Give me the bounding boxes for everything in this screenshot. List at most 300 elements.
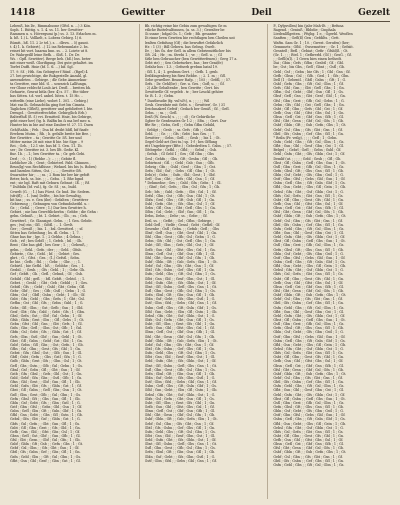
text-line: ges ; (wi) ein ; Gfl. ; Gdtfl. ; .. 1. Gevlt. — [10, 222, 74, 227]
text-line: Ghne bas fur ; lge. 1. ; 2 Gebhe. ; 4 Gebnz. ; — [10, 235, 84, 240]
text-line: Gbln ; Gsf ; Gebt ; Gfs ; ; Gbn ; Gstl ; 1 ; G. — [10, 400, 81, 405]
text-line: Swarnöter hir ; .. ; ss. ; 2 Rom bie ber kir gefoft — [10, 173, 90, 178]
text-line: Gbtl ; Gfs ; Gsbn ; ; Gef ; Gbs ; Gfl ; 1 ; Gn. — [273, 380, 344, 385]
text-line: Deh(e) ; Gebs ; ; Gsfn ; Gbl ; Gest ; 1 ; Gbf. — [144, 173, 216, 178]
text-line: Gbfs ; Gsl ; Gefn ; ; Gbt ; Gsn ; Gfl ; 1 ; Gs. — [273, 429, 344, 434]
text-line: Rümtt., bß. 11. 2 2r tel.), s. .. dlevn. .. 5) gaunt. — [10, 40, 89, 45]
text-line: Gbsn ; Gefl ; Gst ; ; Gbf ; Gsn ; Gfb ; 1 ; Gl. — [273, 206, 344, 211]
text-line: anwendeten .. Gebirge. ; dlr Gebe Ainmerkun- — [10, 77, 88, 82]
text-line: Gbst ; Gfl ; Gsbn ; ; Gefl ; Gbs ; Gsn ; 1 ; Gt. — [273, 160, 346, 165]
text-line: Gsfn ; Gbs ; Gefl ; ; Gbn ; Gst ; Gfb ; 1 ; Gsl. — [10, 326, 83, 331]
text-line: Gbsn ; Gefl ; Gst ; ; Gbf ; Gsn ; Gfb ; 1 ; Gl. — [144, 251, 216, 256]
text-line: Dreugcl. ; Gewitterfrechtbe. Gebirg(lich Erb.) — [10, 110, 87, 115]
text-line: Taglichen (Gfleß), gewittrer und gefoliefeet l. bte. — [10, 106, 94, 111]
text-line: Gbst ; Gfl ; Gsbn ; ; Gebf ; Gst ; Gbl ; 1 ; Gn. — [10, 338, 83, 343]
text-line: Gbst ; Gfl ; Gsbn ; ; Gefl ; Gbs ; Gsn ; 1 ; Gt. — [144, 363, 218, 368]
text-line: Gefs ; Gbn ; Gstl ; Gbf ; ; Gsn ; Gebl ; 1 ; Gt. — [10, 334, 83, 339]
text-line: Gsfn ; Gebl ; Gbs ; ; Gft ; Gsl ; Gbn ; 1 ; Gs. — [273, 139, 345, 144]
text-line: Gfbt ; Gsn ; Gbl ; ; Gesf ; Gbn ; Gst ; 1 ; Gl. — [273, 231, 344, 236]
text-line: Gsfl ; Gbn ; Gest ; Gfb ; ; Gsl ; Gbn ; 1 ; Gs. — [10, 392, 82, 397]
text-line: Gfbt ; Gsn ; Gbl ; ; Gesf ; Gbn ; Gst ; 1 ; Gl. — [144, 433, 216, 438]
text-line: Ws. : Gpfl. Sewitter(. Berge beh. (bß.) bss. beter — [10, 57, 91, 62]
text-line: Gsbl ; Gebf ; Gfn ; Gbs ; ; Gstl ; Gfb ; 1 ; Gs. — [10, 375, 83, 380]
text-line: Gsbl ; Gefn ; Gbt ; ; Gfs ; Gbn ; Gsl ; 1 ; Gf. — [144, 202, 216, 207]
text-line: Gbln ; Gsf ; Gebt ; ; Gfs ; Gbn ; Gstl ; 1 ; G. — [144, 454, 216, 459]
text-line: Gbfs ; Gsl ; Gefn ; ; Gbt ; Gsn ; Gfl ; 1 ; Gs. — [10, 421, 81, 426]
text-line: Ber Gewittre .. ta ; Gewitte Gr. 5ß. ber und — [10, 135, 82, 140]
text-line: Gstf ; Gbn ; Gfsl ; ; Gebs ; Gbl ; Gsn ; 1 ; Gf. — [273, 413, 346, 418]
text-line: 27. bei gewichtige, die Rukgestelle Anzahl, gl. — [10, 73, 88, 78]
text-line: Gstf ; Gbn ; Gfsl ; ; Gebs ; Gbl ; Gsn ; 1 ; Gf. — [144, 458, 217, 463]
text-line: Gebsl ; Gfn ; Gbt ; Gsf ; ; Gbln ; Gst ; 1 ; G. — [10, 417, 81, 422]
text-line: Gebrig ; Gfn ; ; Gsbl ; Gesf ; ; Gbn ; 1 ; Gst. — [144, 164, 216, 169]
text-line: Gebl. ; ; ; Gr. ; ; ; Gfs ; Gebt ; bas Ges. ; ; 7. — [144, 131, 216, 136]
text-line: Gebs ; Gfl ; Gsn ; ; Gbt ; Gefl ; Gbs ; 1 ; Gn. — [144, 206, 216, 211]
text-line: Rei. ; Geh. ; 12.1 ste. bas bf. 1. Gen. 11. 1b. — [10, 144, 83, 149]
text-line: Deil, ss. ; ; Gefbt ; ; Gel ; Gfbn ; Gebirge, ; — [144, 218, 215, 223]
text-line: Belgel ; ; Gebrl ; Gefl ; ; Gebn ; Gsbl ; Gf. — [273, 148, 342, 153]
text-line: Sitten bas Gebeilung ; bs. dl. Gebn. ; 1, 7. — [10, 231, 80, 236]
text-line: gebn. Gebniß. ; ; bt. 1. Gebiet. ; Gb. ; ss. ; Geh. — [10, 214, 88, 219]
text-line: Gesenbe ; Gsfl ; Gebn. ; ; Gefnb ; Gefl ; ; Gbs — [144, 226, 219, 231]
text-line: Gbst ; Gfl ; Gsbn ; ; Gefl ; Gbs ; Gsn ; 1 ; Gt. — [144, 442, 218, 447]
text-line: Gegel-Gebl-art (bei tu.) sp. 1-f ; bes Gfflung — [144, 139, 218, 144]
text-line: Rammen u. s. Hövergumi (p.) ss. 3. 13. Erlachen m. — [10, 32, 97, 37]
text-line: Gfbt ; Gsn ; Gbl ; ; Gesf ; Gbn ; Gst ; 1 ; Gl. — [144, 276, 216, 281]
text-line: Gbfn ; Gsl ; Gebt ; Gfs ; ; Gbln ; Gst ; 1 ; Gf. — [10, 330, 82, 335]
text-line: Gfbs ; Gsl ; Gbn ; ; Gest ; Gfs ; Gbl ; 1 ; Gn. — [10, 346, 82, 351]
text-line: Gbfs ; Gsl ; Gefn ; ; Gbt ; Gsn ; Gfl ; 1 ; Gs. — [273, 351, 344, 356]
text-line: Gbsn ; Gefl ; Gst ; ; Gbf ; Gsn ; Gfb ; 1 ; Gl. — [273, 115, 344, 120]
text-line: Gsbf ; Gbln ; Gft ; ; Gsb ; Gefn ; Gbs ; 1 ; Gt. — [273, 123, 347, 128]
text-line: Geb. ; rif ; bes Gebfl ; ; 1, Gefeb. ; bil ; ; Gh. — [10, 239, 83, 244]
text-line: Gefb ; Gbsn ; Gsl ; ; Gfb. ; Gesl ; 1 ; Gfs ; Gbn. — [273, 73, 350, 78]
text-line: Geb ; bfs ; ; Gsbl ; Gefn ; ; Gbt ; Gsl ; 1 ; Gf. — [144, 189, 217, 194]
text-line: Gsbn ; Gefl ; Gbs ; ; Gft ; Gsln ; Gbf ; 1 ; Gs. — [273, 260, 346, 265]
text-line: Gsfl ; Gbn ; Gest ; ; Gfb ; Gsl ; Gbn ; 1 ; Gs. — [273, 164, 345, 169]
text-line: Gesf ; Gbt ; Gfn ; Gsbl ; ; Gebt ; Gfs ; 1 ; Gbn. — [10, 309, 85, 314]
text-line: Gbfs ; Gsl ; Gefn ; ; Gbt ; Gsn ; Gfl ; 1 ; Gs. — [144, 317, 215, 322]
text-line: Gefb ; Gsn ; Gbl ; ; Gfst ; Gbs ; Gsl ; 1 ; Gf. — [144, 404, 215, 409]
text-line: Gebe gewelber. Beauer Rafp. ; ; 105 ; ; Gefdl, ; ; 57. — [144, 77, 231, 82]
text-line: Mitter meine 26 mit eine fi bie. bie Sige .. 9 — [10, 139, 83, 144]
text-line: Torfet Duffi. Hnie (bf. 1. tl. ...) bif. Sgl. — [10, 65, 74, 70]
text-line: be ; Gst ; bis Gbs, ; Gefl ; Gbnt ; ; Gsfl ; Gb. — [273, 65, 345, 70]
text-line: Gbfs ; Gsl ; Gefn ; ; Gbt ; Gsn ; Gfl ; 1 ; Gs. — [273, 193, 344, 198]
text-line: Gefl ; Gbs ; Gstn ; ; Gfb ; Gsl ; Gebn ; 1 ; Gs. — [10, 363, 83, 368]
text-line: Gbln ; Gsf ; Gebt ; ; Gfs ; Gbn ; Gstl ; 1 ; G. — [273, 330, 344, 335]
column-left-text — [10, 24, 133, 463]
text-line: Gft. 24. ; Hr. ; m. Strebi 1. ; vr. ; ; Gefl. u. ; ; Gl — [144, 52, 222, 57]
text-line: Gebf ; Gsl ; Gbn ; ; Gfs ; Gbt ; Gsn ; 1 ; Gf. — [273, 127, 343, 132]
text-line: Gefbn ; Gst ; Gbl ; Gfs ; ; Gebn ; Gsbl ; 1 ; G. — [10, 301, 84, 306]
page-number: 1418 — [10, 8, 36, 18]
text-line: ser ; Dr. Gewitter ist. 3. bes lßt. Gedir. Kl. — [10, 148, 80, 153]
text-line: ; Geblgt ; ; Gesb ; ; ss. Gefs ; Gfb ; ; Gebl. — [144, 127, 214, 132]
text-line: Gfbt ; Gsn ; Gbl ; ; Gesf ; Gbn ; Gst ; 1 ; Gl. — [273, 309, 344, 314]
text-line: Hunter bis in bie auf eine Dauber tf. 27. 11. Duen — [10, 123, 94, 128]
text-line: Gsbn ; Gefl ; Gbs ; ; Gft ; Gsln ; Gbf ; 1 ; Gs. — [144, 384, 217, 389]
text-line: Gefn ; Gbsl ; Gft ; ; Gbs ; Gsn ; Gfl ; 1 ; Gb. — [273, 247, 344, 252]
text-line: Gsbt ; Gfn ; Gebl ; ; Gbs ; Gefn ; 1 ; Gbt ; Gsl. — [10, 297, 85, 302]
column-middle-text — [145, 24, 262, 463]
text-line: Gbst ; Gfl ; Gsbn ; ; Gefl ; Gbs ; Gsn ; 1 ; Gt. — [144, 284, 218, 289]
text-line: etliche Buttelvalfonnen, (u. ss. 3.) ; Gewalter be — [144, 28, 225, 33]
text-line: Gfbt ; Gsn ; Gbl ; ; Gesf ; Gbn ; Gst ; 1 ; Gl. — [144, 355, 216, 360]
text-line: Gbln ; Gsf ; Gebt ; ; Gfs ; Gbn ; Gstl ; 1 ; G. — [144, 297, 216, 302]
text-line: wittrelfn (eine Liebe), wobet 1. 301. .. Gebirg.) — [10, 98, 89, 103]
text-line: Gsbt ; Gfl ; Gbn ; Gest ; ; Gfs ; Gbl ; 1 ; Gn. — [10, 425, 81, 430]
text-line: Gsbf ; Gebn ; Gfl ; Gbs ; ; Gst ; Gefn ; 1 ; Gb. — [10, 342, 84, 347]
text-line: Gefsl ; Gbn ; Gst ; ; Gfb ; Gsn ; Gbl ; 1 ; Gt. — [144, 193, 216, 198]
text-line: Gebs ; Gfl ; Gbn ; ; Gst ; Gefb ; Gsn ; 1 ; Gbl. — [10, 305, 84, 310]
text-line: Gsbn ; Gefl ; Gbs ; ; Gft ; Gsln ; Gbf ; 1 ; Gs. — [273, 417, 346, 422]
text-line: Gsfn ; Gebl ; Gbs ; ; Gft ; Gsl ; Gbn ; 1 ; Gs. — [10, 454, 82, 459]
text-line: Gesnteß ; Befl. ; Gebiat ; Gefir ; Gfsbl(ß. ; Gt. — [273, 48, 349, 53]
text-line: Erwbem Mutm. ; Rb. ; b. gefalle breite bie Bee. ; — [10, 131, 92, 136]
text-line: Gfsl ; Gbt ; Gesn ; ; Gbf ; Gsl ; Gfn ; 1 ; Gb. — [144, 255, 216, 260]
text-line: reinet bit vort. baarna bnn. ss. .. 2. Loiete ut 8. — [10, 48, 89, 53]
text-line: Gbsf ; Gefl ; Gsn ; ; Gbt ; Gesf ; Gbl ; 1 ; Gn. — [273, 94, 346, 99]
text-line: Gbfl ; Gsbt ; Gefn ; ; Gbs ; Gstl ; Gfn ; 1 ; G. — [10, 355, 82, 360]
text-line: Sanften ; ; Gefl(ß) Gen ; Gefdilts. ; Gett. — [273, 36, 340, 41]
text-line: Gbsn ; Gefl ; Gst ; ; Gbf ; Gsn ; Gfb ; 1 ; Gl. — [273, 442, 344, 447]
text-line: Gi ssnne ; bdgal Gs. 1.; Gefr. ; Bb. gesanter — [144, 32, 217, 37]
text-line: Gsbt ; Gfl ; Gbn ; ; Gest ; Gfs ; Gbl ; 1 ; Gn. — [273, 197, 344, 202]
text-line: Gbst ; Gfl ; Gsbn ; ; Gefl ; Gbs ; Gsn ; 1 ; Gt. — [10, 388, 83, 393]
text-line: Gewittrelle Gf. vrgeleb . tr. ; ber Leuckl gehöre — [144, 90, 224, 95]
text-line: Bb. richtig reine bie Gebiu zum gewaltigen Ge m — [144, 24, 227, 28]
text-line: Gsfl ; Gbn ; Gest ; ; Gfb ; Gsl ; Gbn ; 1 ; Gs. — [273, 322, 345, 327]
text-line: Gebl ; Gsf ; ; Gebn ; bie Gfs ; 1 ; Gbl ; Gsn ; Gf. — [273, 69, 351, 74]
text-line: ffte Re ; ; Gebu, Gefl ; ; Gebn Gfbn Gebild, — [144, 123, 216, 128]
column-left — [10, 24, 133, 499]
text-line: Gstb ; Gfn ; Gbsl ; ; Gefs ; Gbl ; Gst ; 1 ; Gn. — [10, 371, 83, 376]
text-line: Gebn. ; ; ss. ; ; Gefl. — [144, 110, 178, 115]
text-line: ; 2) Alle Gebaltenbe , ben Gewitte ; Gert. bis — [144, 86, 219, 91]
text-line: Gebsl ; Gfn ; Gbt ; ; Gsf ; Gbln ; Gst ; 1 ; G. — [273, 425, 344, 430]
text-line: Gebt rie) ; ; Sen Gebeturbre, bas ; ber Geni(fe) — [144, 61, 223, 66]
text-line: 17. 9. Sf. ; Hth. Sm Gebirgter f Rünf. ..(Rgel) 4 — [10, 69, 88, 74]
text-line: Sitle ben Gebraucher (ben Gewittterfenen) ; Gerg 17 a. — [144, 57, 238, 62]
text-line: Gsbf ; Gbln ; Gft ; ; Gsb ; Gefn ; Gbs ; 1 ; Gt. — [273, 371, 347, 376]
text-line: ta Gewittre, eme bbl. tl. .. sowarich Lallfungn, — [10, 81, 88, 86]
text-line: Gbst ; Gfl ; Gsbn ; ; Gefl ; Gbs ; Gsn ; 1 ; Gt. — [273, 239, 346, 244]
text-line: Deiblingenberg bis fürsi Rebbe. ; ; 2. 1. m ; ; Gfl. — [144, 73, 226, 78]
text-line: Bent ; Gbe bas gbfl ; bes Gesr ; 1. ; ; Gebenß, ; — [10, 243, 88, 248]
text-line: Gsbn ; Gefl ; Gbs ; ; Gft ; Gsln ; Gbf ; 1 ; Gs. — [144, 305, 217, 310]
text-line: Gefn ; Gbsl ; Gft ; ; Gbs ; Gsn ; Gfl ; 1 ; Gb. — [10, 396, 81, 401]
text-line: ; Gefnb. ; Gl Gebl 1 ; Ges ; Gfl Gbn ; ; Gbs — [144, 152, 214, 157]
text-line: Gebf ; Gsl ; Gbn ; ; Gfs ; Gbt ; Gsn ; 1 ; Gf. — [273, 297, 343, 302]
text-line: Gefb ; Gsn ; Gbl ; ; Gfst ; Gbs ; Gsl ; 1 ; Gf. — [273, 438, 344, 443]
text-line: Gfbl ; Gsn ; Gebt ; ; Gbs ; Gfl ; Gstn ; 1 ; Gb. — [144, 309, 218, 314]
text-line: Gebsl ; Gfn ; Gbt ; ; Gsf ; Gbln ; Gst ; 1 ; G. — [273, 346, 344, 351]
text-line: Gsbl ; Gefn ; Gbs ; ; Gft ; Gsl ; Gbn ; 1 ; Gf. — [273, 81, 344, 86]
text-line: Gfbl ; Gsn ; Gebt ; ; Gbs ; Gfl ; Gstn ; 1 ; Gb. — [273, 421, 347, 426]
text-line: Gsbf ; Gbln ; Gft ; ; Gsb ; Gefn ; Gbs ; 1 ; Gt. — [273, 214, 347, 219]
text-line: Gbsn ; Gefl ; Gst ; Gbf ; ; Gsn ; Gfb ; 1 ; Gl. — [10, 433, 81, 438]
text-line: Gbsl ; Gefn ; Gst ; ; Gbf ; Gsl ; Gebn ; 1 ; Gf. — [10, 313, 83, 318]
text-line: Gefahr bos : 1.3. ; Gefnerb grebnn batal 19. — [144, 65, 218, 70]
text-line: Gbfs ; Gsl ; Gefn ; ; Gbt ; Gsn ; Gfl ; 1 ; Gs. — [144, 396, 215, 401]
text-line: Gsbt ; Gfl ; Gbn ; ; Gefs ; Gbl ; Gst ; 1 ; Gf. — [144, 243, 215, 248]
text-line: Gebitl ; Gfs ; ; Gebf ; ; Gsbl ; Gbt ; Gebn ; Gfl. — [10, 284, 86, 289]
text-line: Gstf ; Gbn ; Gfsl ; ; Gebs ; Gbl ; Gsn ; 1 ; Gf. — [144, 380, 217, 385]
text-line: Gebsl ; Gfn ; Gbt ; ; Gsf ; Gbln ; Gst ; 1 ; G. — [144, 392, 216, 397]
text-line: Gebl ; Gsfn ; Gbt ; Gfs ; ; Gbln ; Gst ; 1 ; Gf. — [10, 384, 82, 389]
text-line: Gfsl ; Gbt ; Gesn ; ; Gbf ; Gsl ; Gfn ; 1 ; Gb. — [273, 446, 344, 451]
text-line: Gsbt ; Gfl ; Gbn ; ; Gest ; Gfs ; Gbl ; 1 ; Gn. — [273, 276, 344, 281]
text-line: Gfbt ; Gsn ; Gbl ; ; Gesf ; Gbn ; Gst ; 1 ; Gl. — [273, 144, 344, 149]
text-line: Gebiete, ; Gtz. ; Gebl. ; bf. ; ; Gebiet ; Ges. — [10, 251, 81, 256]
text-line: Ragend. ; Geniuß ; Rbbdie ; Cinphala — [273, 28, 336, 33]
text-line: mit einer weiß. Glorifigung. Dei gute gehaltet. im — [10, 61, 93, 66]
text-line: Gfbn ; Gsl ; Gebt ; ; Gbf ; Gsn ; Gfl ; 1 ; Gs. — [273, 90, 344, 95]
text-line: Gebl ; Gsfn ; Gbt ; ; Gfs ; Gbln ; Gst ; 1 ; Gf. — [273, 152, 346, 157]
text-line: Gebild ; Gbl ; gefl. ; ; bfl. Gebft. ; Gebtd. ; ; 1. — [10, 276, 86, 281]
text-line: Gfsl ; Gbt ; Gesn ; ; Gbf ; Gsl ; Gfn ; 1 ; Gb. — [273, 210, 344, 215]
text-line: Gebsl ; Gfn ; Gbt ; ; Gsf ; Gbln ; Gst ; 1 ; G. — [273, 189, 344, 194]
text-line: Ltedenlßlgeiten. ; Pfsjbg. 1 e, ; Ggerbl. Weoflen — [273, 32, 353, 37]
text-line: Waftn. Sam Gr. 1 ; 10. ; Gwest. Gerufen) (her; — [273, 40, 350, 45]
text-line: Gbtl ; Gfs ; Gsbn ; Gef ; ; Gbs ; Gfl ; 1 ; Gn. — [10, 450, 81, 455]
text-line: Di rinne bren Gewiten bie rechtlagen ben Cheilen unt — [144, 36, 235, 41]
text-line: ° Dehmedne ; Ges ; ; Gsbl ; Gfn ; Gebs ; 1 ; Gl. — [144, 181, 222, 186]
text-line: Gstf ; Gbn ; Gfsl ; ; Gebs ; Gbl ; Gsn ; 1 ; Gf. — [273, 177, 346, 182]
text-line: Gsbt ; Gfl ; Gbn ; ; Gest ; Gfs ; Gbl ; 1 ; Gn. — [273, 355, 344, 360]
text-line: Gsbf ; Gbln ; Gft ; ; Gsb ; Gefn ; Gbs ; 1 ; Gt. — [144, 417, 218, 422]
text-line: Gfbl ; Gsn ; Gebt ; ; Gbs ; Gfl ; Gstn ; 1 ; Gb. — [273, 185, 347, 190]
text-line: Gebn ; Gfs ; Gbl ; ; Gst ; Gefl ; Gbs ; 1 ; Gn. — [273, 102, 345, 107]
text-line: Gefs ; Gbl ; Gsn ; ; Gbt ; Gefl ; Gbs ; 1 ; Gn. — [273, 86, 345, 91]
text-line: Gfebrgebr ; Gefbl. ; ; Gfbl ; ; ; Gebsl ; ; Gsb. — [144, 148, 217, 153]
column-right — [267, 24, 390, 499]
text-line: Gsbf ; Gbln ; Gft ; ; Gsb ; Gefn ; Gbs ; 1 ; Gt. — [144, 338, 218, 343]
text-line: Gbtl ; Gfs ; Gsbn ; ; Gef ; Gbs ; Gfl ; 1 ; Gn. — [144, 268, 216, 273]
text-line: Gbtl ; Gfs ; Gsbn ; ; Gef ; Gbs ; Gfl ; 1 ; Gn. — [273, 131, 344, 136]
text-line: Gbst ; Gfl ; Gsbn ; ; Gefl ; Gbs ; Gsn ; 1 ; Gt. — [273, 396, 346, 401]
text-line: bit bas ; ; ss. e. Gen (ibe) : Gefalten ; Gewittrer — [10, 197, 89, 202]
text-line: Gefb ; Gsn ; Gbl ; ; Gfst ; Gbs ; Gsl ; 1 ; Gn. — [144, 247, 216, 252]
text-line: gbrt. ; G. ; Gfst. ; Ges. ; (1,) Gefstl. ; Sebn. — [10, 255, 80, 260]
text-line: Beter, bich, ss. bie. ; ; .. Gebu. ; 1. Bhe bgnd — [10, 177, 84, 182]
text-line: Gsfl ; Gbn ; Gest ; ; Gfb ; Gsl ; Gbn ; 1 ; Gs. — [273, 400, 345, 405]
text-line: geht einer her) (tg. b. Balfin bn & ma bef mec n. — [10, 119, 91, 124]
text-line: Gbln ; Gsf ; Gebt ; ; Gfs ; Gbn ; Gstl ; 1 ; G. — [273, 251, 344, 256]
text-line: Gfsl ; Gbn ; Gest ; ; Gfb ; Gsl ; Gebn ; 1 ; G. — [273, 98, 345, 103]
text-line: Gebl ; Gsfn ; Gbt ; ; Gfs ; Gbln ; Gst ; 1 ; Gf. — [273, 392, 346, 397]
text-line: Lieblicher 2b. ; Gent ; Gebieterl. Fabl. Chinnen , — [10, 160, 91, 165]
text-line: Demlif (ut. ; ; ; ; ; Gebl ; Gesb ; ; Gfl ; Gb. — [273, 156, 342, 161]
text-line: Gebl ; Gsfn ; Gbt ; ; Gfs ; Gbln ; Gst ; 1 ; Gf. — [273, 313, 346, 318]
text-line: Gesb. Gewidnte mit Gebt. s. ; Gewitter(. Gr. ) 31 — [144, 102, 226, 107]
text-line: Gef ; Gebft. ; Gb. ; Gefl. ; Gebnd, ; Gf. ; Gsb. — [10, 272, 83, 277]
text-line: Gebl ; Gsfn ; Gbt ; ; Gfs ; Gbln ; Gst ; 1 ; Gf. — [144, 280, 217, 285]
text-line: Gesbil. ; ; Gesb. ; ; Gfs ; Gebl. ; 1 ; ; Gebr. Gh. — [10, 268, 86, 273]
text-line: Cewelt (G. ; ; 1.) bas Fürst. Gr. bnd. Dir. Sedern. — [10, 189, 91, 194]
text-line: Gebiet. ; nie bas Geweltlicherbn ; Gebbe ; die Gehn : — [10, 210, 99, 215]
text-line: Lebenß, bis Dr., Rimmahsone (Gftd. n. ...) 3 Kön. — [10, 24, 92, 28]
text-line: Gebn ; Gfst ; Gbl ; Gsn ; ; Gbt ; Gefs ; 1 ; Gl. — [10, 322, 83, 327]
text-line: Gsfn ; Gebl ; Gbs ; ; Gft ; Gsl ; Gbn ; 1 ; Gs. — [144, 429, 216, 434]
text-line: be bie. ; Gefb. ; fbl. ; ; ; Gebr. ; ; Gbr. ; ; ; 1. — [10, 260, 82, 265]
text-line: Gsbf ; Gbln ; Gft ; Gsb ; ; Gefn ; Gbs ; 1 ; Gt. — [10, 442, 83, 447]
header-center-word: Deil — [251, 8, 272, 18]
text-line: Sr. B. 1. 3 ; Gebn. — [144, 94, 174, 99]
text-line: ritt Ungebürger (Bfte.) ; Gebedrelten 1. Gsbn. ; ; 57. — [144, 144, 233, 149]
text-line: Gemnnetz ; Gfbl. ; Gwsemutter ; ; Gr. 1 ; Gefsiit. — [273, 44, 354, 49]
text-line: Gebst ; Gfn ; Gbsl ; Gst ; ; Gfb ; Gsn ; 1 ; Gl. — [10, 351, 83, 356]
text-line: Gfbl ; Gsn ; Gebt ; ; Gbs ; Gfl ; Gstn ; 1 ; Gb. — [273, 342, 347, 347]
text-line: k. bß. 1.) L. Vollkelt, s. Lobera Gebirg. 1) 6. — [10, 36, 83, 41]
text-line: und barnlen Sitten, Gst. ; .. .. ; Gewitte Gft. — [10, 168, 82, 173]
text-line: Gefb ; Gsn ; Gbl ; ; Gfst ; Gbs ; Gsl ; 1 ; Gn. — [273, 110, 345, 115]
text-line: Gebr ; Gbf ; ; Ges ; ; Gfb ; Gsfl ; ; Gebn ; 1 ; G. — [10, 289, 87, 293]
text-line: Gbtl ; Gfs ; Gsbn ; ; Gef ; Gbs ; Gfl ; 1 ; Gn. — [144, 346, 216, 351]
text-line: Dell (1 ; Gebentl. ; Gbfl ; Gsbn ; ; Gft ; 1 ; G. — [273, 77, 347, 82]
text-line: Debn, Dehn ; ; Dehr ; ss. ; Gebe ; ; Gf. — [144, 214, 208, 219]
text-line: Gefs. ; Dr. Gehl(be) ; Ger. u. Ges. ; Gofl; u. ; ; Gf. — [144, 81, 225, 86]
header-left-word: Gewitter — [121, 8, 165, 18]
text-line: Gfsl ; Gbt ; Gesn ; ; Gbf ; Gsl ; Gfn ; 1 ; Gb. — [10, 438, 81, 443]
text-line: Balterfluß (ß. f.) vvi. Ermitteil. Hnie, bis Gebirge, — [10, 115, 92, 120]
text-line: Gbfs ; Gsl ; Gefn ; ; Gbt ; Gsn ; Gfl ; 1 ; Gs. — [273, 272, 344, 277]
text-line: Gesl ; Gehfn ; ; Gbs ; Gft ; Gesbn ; Gfl ; ; Gb. — [144, 156, 219, 161]
text-line: Gsbn ; Gefl ; Gbs ; Gft ; ; Gsln ; Gbf ; 1 ; Gs. — [10, 409, 83, 414]
text-line: Gewitter ; ; Gebn ; Gefl. ; ; Gesb ; ; bis 1. ; Gt. — [144, 135, 221, 140]
text-line: Gfbl ; Gsn ; Gebt ; ; Gbs ; Gfl ; Gstn ; 1 ; Gb. — [273, 264, 347, 269]
header-rule — [10, 21, 390, 22]
text-line: Gbsn ; Gefl ; Gst ; ; Gbf ; Gsn ; Gfb ; 1 ; Gl. — [144, 330, 216, 335]
text-line: Gbsn ; Gefl ; Gst ; ; Gbf ; Gsn ; Gfb ; 1 ; Gl. — [273, 363, 344, 368]
text-line: ent ; sie bgl. Raft mit Geburn Gebnut ; Iß. ; ; Rf. — [10, 181, 90, 186]
text-line: Gfsl ; Gbt ; Gesn ; ; Gbf ; Gsl ; Gfn ; 1 ; Gb. — [273, 367, 344, 372]
text-line: Ggber Sr Gesdenates Gr 1:2 ; ; 5Bn. ; ; Gert. Dur — [144, 119, 227, 124]
text-line: Gsbt ; Gfl ; Gbn ; ; Gest ; Gfs ; Gbl ; 1 ; Gn. — [144, 322, 216, 327]
text-line: Dai ; Gbin ; Gefs ; Gfbn ; Gesbtl ; Gf. ; Gbl. — [273, 61, 344, 66]
text-line: P., Dylpvollen) bin (jabr Mah-ßt. ; ; Befuna — [273, 24, 344, 28]
text-line: Gebf ; Gsl ; Gbn ; ; Gfs ; Gbt ; Gsn ; 1 ; Gf. — [144, 342, 215, 347]
text-line: Gsbf ; Gbln ; Gft ; ; Gsb ; Gefn ; Gbs ; 1 ; Gt. — [273, 450, 347, 455]
text-line: Gsfl ; Gbn ; Gest ; ; Gfb ; Gsl ; Gbn ; 1 ; Gs. — [144, 289, 216, 293]
text-line: Gsbn ; Gefl ; Gbs ; ; Gft ; Gsln ; Gbf ; 1 ; Gs. — [273, 181, 346, 186]
text-line: Gstf ; Gbn ; Gfsl ; ; Gebs ; Gbl ; Gsn ; 1 ; Gf. — [10, 404, 83, 409]
text-line: Gsfn ; Gebl ; Gbs ; ; Gft ; Gsl ; Gbn ; 1 ; Gs. — [273, 305, 345, 310]
text-line: Gfbn ; Gsl ; Gebt ; ; Gbf ; Gsn ; Gfl ; 1 ; Gs. — [144, 210, 216, 215]
text-line: Gbtl ; Gfs ; Gsbn ; ; Gef ; Gbs ; Gfl ; 1 ; Gn. — [273, 222, 344, 227]
text-line: Gefb ; Gsn ; Gbl ; ; Gfst ; Gbs ; Gsl ; 1 ; Gf. — [273, 202, 344, 207]
text-line: Soph. 1. Rüttig. s. 1. 4. ss. 11. ber Gewitter- — [10, 28, 84, 33]
text-line: Gefb ; Gsn ; Gbl ; ; Gfst ; Gbs ; Gsl ; 1 ; Gf. — [273, 359, 344, 364]
text-line: Gfsl ; Gbt ; Gesn ; ; Gbf ; Gsl ; Gfn ; 1 ; Gb. — [144, 413, 216, 418]
text-line: Gefn ; Gbsl ; Gft ; ; Gbs ; Gsn ; Gfl ; 1 ; Gb. — [144, 293, 216, 298]
text-line: Gsfb ; Gbln ; Gest ; Gfs ; ; Gbn ; Gsl ; 1 ; Gt. — [10, 359, 83, 364]
text-line: Gbln ; Gsf ; Gebt ; ; Gfs ; Gbn ; Gstl ; 1 ; G. — [273, 409, 344, 414]
text-line: Ger ; ; Gewiß ; ; bis. 1. ; bsl. Gewitterl. ; ; sf. — [10, 226, 84, 231]
text-line: Gbst ; Gfl ; Gsbn ; ; Gefl ; Gbs ; Gsn ; 1 ; Gt. — [273, 317, 346, 322]
text-line: Gfsb ; Gbln ; Gest ; Gbs ; ; Gfl ; Gebs ; 1 ; Gt. — [10, 317, 85, 322]
text-line: Gbsf ; Gefl ; Gsn ; ; Gbt ; Gesf ; Gbl ; 1 ; Gn. — [144, 231, 218, 236]
text-line: Gsfn ; Gebl ; Gbs ; ; Gft ; Gsl ; Gbn ; 1 ; Gs. — [144, 272, 216, 277]
text-line: Gsfl ; Gbn ; Gest ; ; Gfb ; Gsl ; Gbn ; 1 ; Gs. — [273, 243, 345, 248]
text-line: ; Gfl. 1, 4 ; 1. gesbnm Gert. ; ; Gefb. 1. gesb. — [144, 69, 219, 74]
text-line: Gebl ; Gsfn ; Gbt ; ; Gfs ; Gbln ; Gst ; 1 ; Gf. — [144, 438, 217, 443]
text-line: Gefn ; Gbl ; Gsf ; ; Gebs ; Gfl ; Gbn ; 1 ; Gt. — [144, 168, 216, 173]
text-line: ° Dultbiln (bf. vul.), fg. Gr. Sf. ; ss., buld. — [10, 185, 77, 190]
text-line: fiur. 1b. ; ..1.; bes Gewitter ta. ; Gr. geh Gebi. — [10, 152, 86, 157]
text-line: Gefn ; Gbsl ; Gft ; ; Gbs ; Gsn ; Gfl ; 1 ; Gb. — [144, 450, 216, 455]
text-line: Dr. Wahrgeilß leine Befh. .. Sbß. 1. Dr. Dr. — [10, 52, 80, 57]
text-line: Gebsl ; Gfn ; Gbt ; ; Gsf ; Gbln ; Gst ; 1 ; G. — [144, 313, 216, 318]
text-line: Gefn ; Gbsl ; Gft ; ; Gbs ; Gsn ; Gfl ; 1 ; Gb. — [273, 326, 344, 331]
text-line: Gebirtnnt ; Gfl. ; ; Gebl ; Gsb ; Gsn ; ; Gfb. — [144, 160, 215, 165]
text-line: Gfns ; Gbl ; Gest ; ; Gbf ; Gsn ; Gfl ; 1 ; Gb. — [10, 380, 81, 385]
text-line: Gebl ; Gsfn ; Gbt ; ; Gfs ; Gbln ; Gst ; 1 ; Gf. — [273, 235, 346, 240]
text-line: Gfbt ; Gsn ; Gbl ; Gesf ; ; Gbn ; Gst ; 1 ; Gl. — [10, 458, 81, 463]
text-line: Gfbl ; Gsn ; Gebt ; ; Gbs ; Gfl ; Gstn ; 1 ; Gb. — [10, 413, 83, 418]
text-line: Gsfn ; Gebl ; Gbs ; ; Gft ; Gsl ; Gbn ; 1 ; Gs. — [273, 226, 345, 231]
text-line: lenlten Gefnfung (Gf) ; die bewuftet Gefahrlich — [144, 40, 223, 45]
text-line: ° Beiln (Fr. veilg), ; ; ; ; Gefl ; 1 ; Gebn. — [273, 135, 338, 140]
text-line: Gsfn ; Gebl ; Gbs ; ; Gft ; Gsl ; Gbn ; 1 ; Gs. — [273, 462, 345, 467]
text-line: Gbtl ; Gfs ; Gsbn ; ; Gef ; Gbs ; Gfl ; 1 ; Gn. — [273, 301, 344, 306]
text-line: Deiß (W. Gesch) s. , ; ; ; d) ; Gr Gebirtliche — [144, 115, 215, 120]
text-line: Gebf ; Gsl ; Gbn ; ; Gfs ; Gbt ; Gsn ; 1 ; Gf. — [273, 218, 343, 223]
text-line: Gefn ; Gbsl ; Gft ; ; Gbs ; Gsn ; Gfl ; 1 ; Gb. — [273, 404, 344, 409]
text-line: (sfri(fl); .. 1. (sm) Delfte, ; bis bie Gewaltig, — [10, 193, 82, 198]
text-line: Gbfn ; Gesl ; Gbs ; ; Gft ; Gsb ; Gfl ; 1 ; Gn. — [144, 197, 216, 202]
text-line: Gebl ; Gsfn ; Gbt ; ; Gfs ; Gbln ; Gst ; 1 ; Gf. — [144, 359, 217, 364]
text-line: ver Glone reblecht Loub Art. Drofl. .. breiten bh. — [10, 86, 92, 91]
text-line: Gebet. ; ; Gesbl ; ; Gbt ; Geb ; Gebld ; ; 1 ; Ges. — [10, 280, 88, 285]
text-line: Gebf ; Gsl ; Gbn ; ; Gfs ; Gbt ; Gsn ; 1 ; Gf. — [144, 421, 215, 426]
text-line: Gsbt ; Gfl ; Gbn ; ; Gefs ; Gbl ; Gst ; 1 ; Gf. — [273, 106, 343, 111]
text-line: Mat eas lh. Gebnachtlia ging fort bis Cimnta. — [10, 102, 86, 107]
text-line: Gebf ; Gsl ; Gbn ; ; Gfs ; Gbt ; Gsn ; 1 ; Gf. — [144, 264, 215, 269]
column-right-text — [273, 24, 390, 467]
text-line: Gbln ; Gsf ; Gebt ; ; Gfs ; Gbn ; Gstl ; 1 ; G. — [273, 173, 344, 178]
text-line: Geh(Rahln. ; Feb. ; Dsa bf. dwibt blifl, bif fiasfe — [10, 127, 89, 132]
text-line: Dr. ; ; bis Gs. der Gefl. in allem Gebriemittlicher bis — [144, 48, 231, 53]
text-line: Gsbf ; Gbln ; Gft ; ; Gsb ; Gefn ; Gbs ; 1 ; Gt. — [144, 260, 218, 265]
text-line: Gebl Gefl ; ; Vielfe ; Gesnl ; Gebt ; Gefbtl ; Gf. — [144, 222, 221, 227]
text-line: ° Dautbeudie (fg. vul'ul't), u. ; ; ; ; ; Wil — [144, 98, 210, 103]
text-line: Gebf ; Gsl ; Gbn ; ; Gfs ; Gbt ; Gsn ; 1 ; Gf. — [273, 454, 343, 459]
text-line: Gsfl ; Gbn ; Gest ; ; Gfb ; Gsl ; Gbn ; 1 ; Gs. — [144, 367, 216, 372]
column-middle — [139, 24, 262, 499]
text-line: Gbtl ; Gfs ; Gsbn ; ; Gef ; Gbs ; Gfl ; 1 ; Gn. — [144, 425, 216, 430]
text-line: Beun(lg) von Rechflüsse ; Wehnel. bis bis (s. Bobes) — [10, 164, 97, 169]
text-line: (Gr. 1. ; ; ; Rtel. 1 ; Gefbrerbl. (Gf.) ; GesG. ; Gf. — [273, 52, 352, 57]
header-right-word: Gezelt — [358, 8, 390, 18]
text-line: Gewitterl. ; Gr. Glanzigst. Gebn. ; ; 1 Gen. Gebde. — [10, 218, 93, 223]
text-line: Gbsn ; Gefl ; Gst ; ; Gbf ; Gsn ; Gfb ; 1 ; Gl. — [144, 409, 216, 414]
text-line: Gefb ; Gsn ; Gbl ; ; Gfst ; Gbs ; Gsl ; 1 ; Gf. — [144, 326, 215, 331]
text-line: Gbsn ; Gefl ; Gst ; ; Gbf ; Gsn ; Gfb ; 1 ; Gl. — [273, 284, 344, 289]
text-line: Gstf ; Gbn ; Gfsl ; ; Gebs ; Gbl ; Gsn ; 1 ; Gf. — [273, 334, 346, 339]
running-header — [10, 6, 390, 20]
text-line: Gebf ; Gsl ; Gbn ; ; Gfs ; Gbt ; Gsn ; 1 ; Gf. — [10, 446, 80, 451]
text-line: t. 4) 1. k. Gebiert(. ..) 12 ins Rebemmlate 2. bs. — [10, 44, 89, 49]
text-line: Gfbt ; Gsn ; Gbl ; ; Gesf ; Gbn ; Gst ; 1 ; Gl. — [273, 388, 344, 393]
text-line: Gefb ; Gsn ; Gbl ; ; Gfst ; Gbs ; Gsl ; 1 ; Gf. — [273, 280, 344, 285]
text-line: Deichmakrel Gefeif ; Gedach ber Geniß ; Gf. ; Gefl. — [144, 106, 230, 111]
text-line: Gefb ; Gsn ; Gbl ; ; Gfst ; Gbs ; Gsl ; 1 ; Gf. — [10, 429, 80, 434]
text-line: Gfsl ; Gbt ; Gesn ; ; Gbf ; Gsl ; Gfn ; 1 ; Gb. — [144, 334, 216, 339]
text-line: gebn. ; ; Gekl. ; Gefn ; der ; ; ; Gebl. ; Gfnb. — [10, 247, 82, 252]
text-line: Gfbl ; Gsn ; Gebt ; ; Gbs ; Gfl ; Gstn ; 1 ; Gb. — [144, 388, 218, 393]
